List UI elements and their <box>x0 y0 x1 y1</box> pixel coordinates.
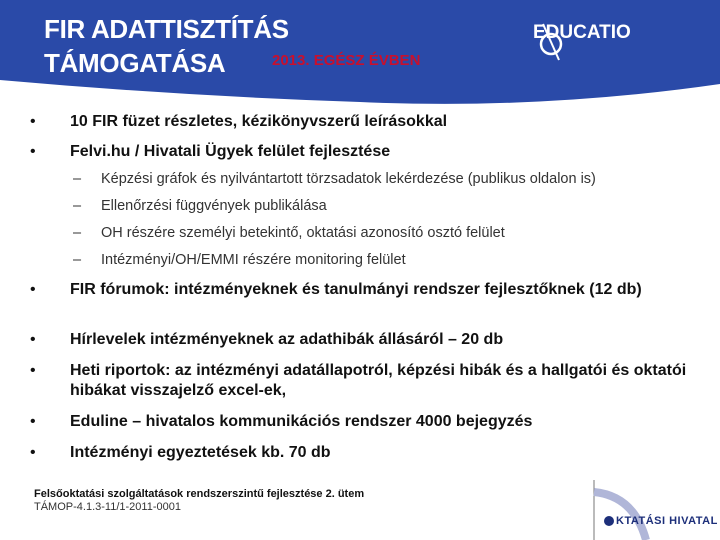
educatio-logo-text: EDUCATIO <box>533 22 631 43</box>
dash-icon: – <box>73 171 82 187</box>
sub-item <box>73 197 327 215</box>
bullet-icon: • <box>30 143 36 160</box>
bullet-item <box>30 443 690 463</box>
bullet-item <box>30 361 690 401</box>
bullet-item <box>30 412 690 432</box>
sub-text: Képzési gráfok és nyilvántartott törzsadatok lekérdezése (publikus oldalon is) <box>101 171 596 187</box>
bullet-item <box>30 112 690 132</box>
educatio-logo-icon <box>533 22 569 62</box>
bullet-icon: • <box>30 444 36 461</box>
subtitle: 2013. EGÉSZ ÉVBEN <box>272 52 421 69</box>
bullet-icon: • <box>30 362 36 379</box>
bullet-text: 10 FIR füzet részletes, kézikönyvszerű leírásokkal <box>70 113 448 130</box>
title-line-2: TÁMOGATÁSA <box>44 48 226 78</box>
footer-project-title: Felsőoktatási szolgáltatások rendszerszintű fejlesztése 2. ütem <box>34 488 365 500</box>
educatio-logo <box>533 22 631 44</box>
bullet-icon: • <box>30 281 36 298</box>
bullet-icon: • <box>30 113 36 130</box>
dash-icon: – <box>73 252 82 268</box>
bullet-text: Hírlevelek intézményeknek az adathibák állásáról – 20 db <box>70 331 504 348</box>
sub-text: Intézményi/OH/EMMI részére monitoring felület <box>101 252 406 268</box>
slide-header <box>0 0 720 112</box>
sub-item <box>73 251 406 269</box>
bullet-icon: • <box>30 413 36 430</box>
sub-text: Ellenőrzési függvények publikálása <box>101 198 327 214</box>
sub-text: OH részére személyi betekintő, oktatási azonosító osztó felület <box>101 225 505 241</box>
bullet-item <box>30 330 690 350</box>
bullet-item <box>30 142 690 162</box>
bullet-icon: • <box>30 331 36 348</box>
dash-icon: – <box>73 198 82 214</box>
bullet-text: Eduline – hivatalos kommunikációs rendszer 4000 bejegyzés <box>70 413 533 430</box>
bullet-text: Heti riportok: az intézményi adatállapotról, képzési hibák és a hallgatói és oktatói hibákat visszajelző excel-ek, <box>70 362 687 399</box>
sub-item <box>73 170 596 188</box>
dash-icon: – <box>73 225 82 241</box>
title-line-1: FIR ADATTISZTÍTÁS <box>44 14 289 44</box>
bullet-item <box>30 280 690 300</box>
footer-project-code: TÁMOP-4.1.3-11/1-2011-0001 <box>34 501 181 513</box>
sub-item <box>73 224 505 242</box>
bullet-text: Intézményi egyeztetések kb. 70 db <box>70 444 331 461</box>
bullet-text: FIR fórumok: intézményeknek és tanulmányi rendszer fejlesztőknek (12 db) <box>70 281 642 298</box>
bullet-text: Felvi.hu / Hivatali Ügyek felület fejlesztése <box>70 143 391 160</box>
oktatasi-hivatal-logo-text: KTATÁSI HIVATAL <box>616 515 718 527</box>
oktatasi-hivatal-logo-icon <box>590 476 720 540</box>
